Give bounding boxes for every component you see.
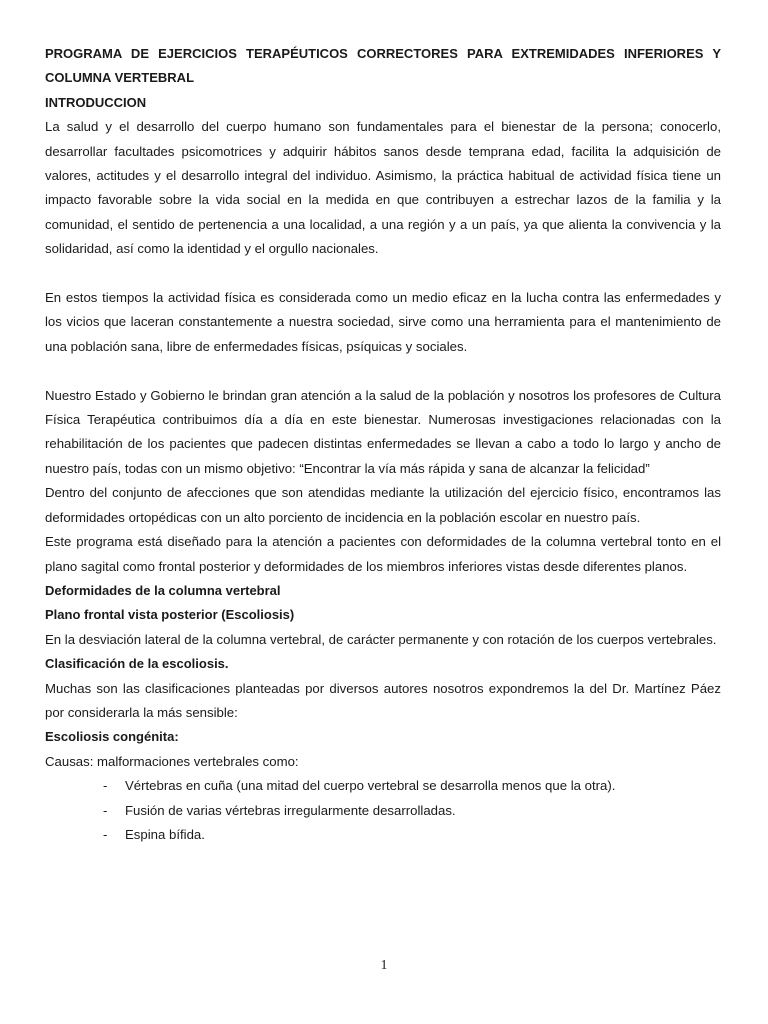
section-heading: Deformidades de la columna vertebral (45, 582, 281, 598)
list-item (45, 799, 721, 823)
list-bullet: - (103, 826, 108, 842)
causes-text: Causas: malformaciones vertebrales como: (45, 753, 299, 769)
intro-paragraph-5: Este programa está diseñado para la atención a pacientes con deformidades de la columna vertebral tonto en el plano sagital como frontal posterior y deformidades de los miembros inferiores vistas desde diferentes planos. (45, 534, 721, 574)
intro-paragraph-3: Nuestro Estado y Gobierno le brindan gran atención a la salud de la población y nosotros los profesores de Cultura Física Terapéutica contribuimos día a día en este bienestar. Numerosas investigaciones relacionadas con la rehabilitación de los pacientes que padecen distintas enfermedades se llevan a cabo a todo lo largo y ancho de nuestro país, todas con un mismo objetivo: “Encontrar la vía más rápida y sana de alcanzar la felicidad” (45, 387, 721, 476)
list-item-text: Fusión de varias vértebras irregularmente desarrolladas. (125, 802, 456, 818)
classification-text: Muchas son las clasificaciones planteadas por diversos autores nosotros expondremos la del Dr. Martínez Páez por considerarla la más sensible: (45, 680, 721, 720)
page-number: 1 (380, 958, 388, 973)
document-body (45, 42, 721, 847)
intro-heading: INTRODUCCION (45, 94, 147, 110)
subsection-heading: Plano frontal vista posterior (Escoliosis) (45, 607, 295, 623)
classification-heading: Clasificación de la escoliosis. (45, 656, 229, 672)
list-bullet: - (103, 802, 108, 818)
document-title: PROGRAMA DE EJERCICIOS TERAPÉUTICOS CORRECTORES PARA EXTREMIDADES INFERIORES Y COLUMNA VERTEBRAL (45, 46, 721, 86)
subsection-text: En la desviación lateral de la columna vertebral, de carácter permanente y con rotación de los cuerpos vertebrales. (45, 631, 717, 647)
intro-paragraph-1: La salud y el desarrollo del cuerpo humano son fundamentales para el bienestar de la persona; conocerlo, desarrollar facultades psicomotrices y adquirir hábitos sanos desde temprana edad, facilita la adquisición de valores, actitudes y el desarrollo integral del individuo. Asimismo, la práctica habitual de actividad física tiene un impacto favorable sobre la vida social en la medida en que contribuyen a estrechar lazos de la familia y la comunidad, el sentido de pertenencia a una localidad, a una región y a un país, ya que alienta la convivencia y la solidaridad, así como la identidad y el orgullo nacionales. (45, 119, 721, 257)
congenital-heading: Escoliosis congénita: (45, 729, 179, 745)
intro-paragraph-4: Dentro del conjunto de afecciones que son atendidas mediante la utilización del ejercicio físico, encontramos las deformidades ortopédicas con un alto porciento de incidencia en la población escolar en nuestro país. (45, 485, 721, 525)
list-item-text: Vértebras en cuña (una mitad del cuerpo vertebral se desarrolla menos que la otra). (125, 778, 616, 794)
list-item (45, 823, 721, 847)
causes-list (45, 774, 721, 847)
paragraph-gap (45, 359, 721, 383)
list-item-text: Espina bífida. (125, 826, 205, 842)
intro-paragraph-2: En estos tiempos la actividad física es considerada como un medio eficaz en la lucha contra las enfermedades y los vicios que laceran constantemente a nuestra sociedad, sirve como una herramienta para el mantenimiento de una población sana, libre de enfermedades físicas, psíquicas y sociales. (45, 290, 721, 354)
list-item (45, 774, 721, 798)
list-bullet: - (103, 778, 108, 794)
paragraph-gap (45, 262, 721, 286)
